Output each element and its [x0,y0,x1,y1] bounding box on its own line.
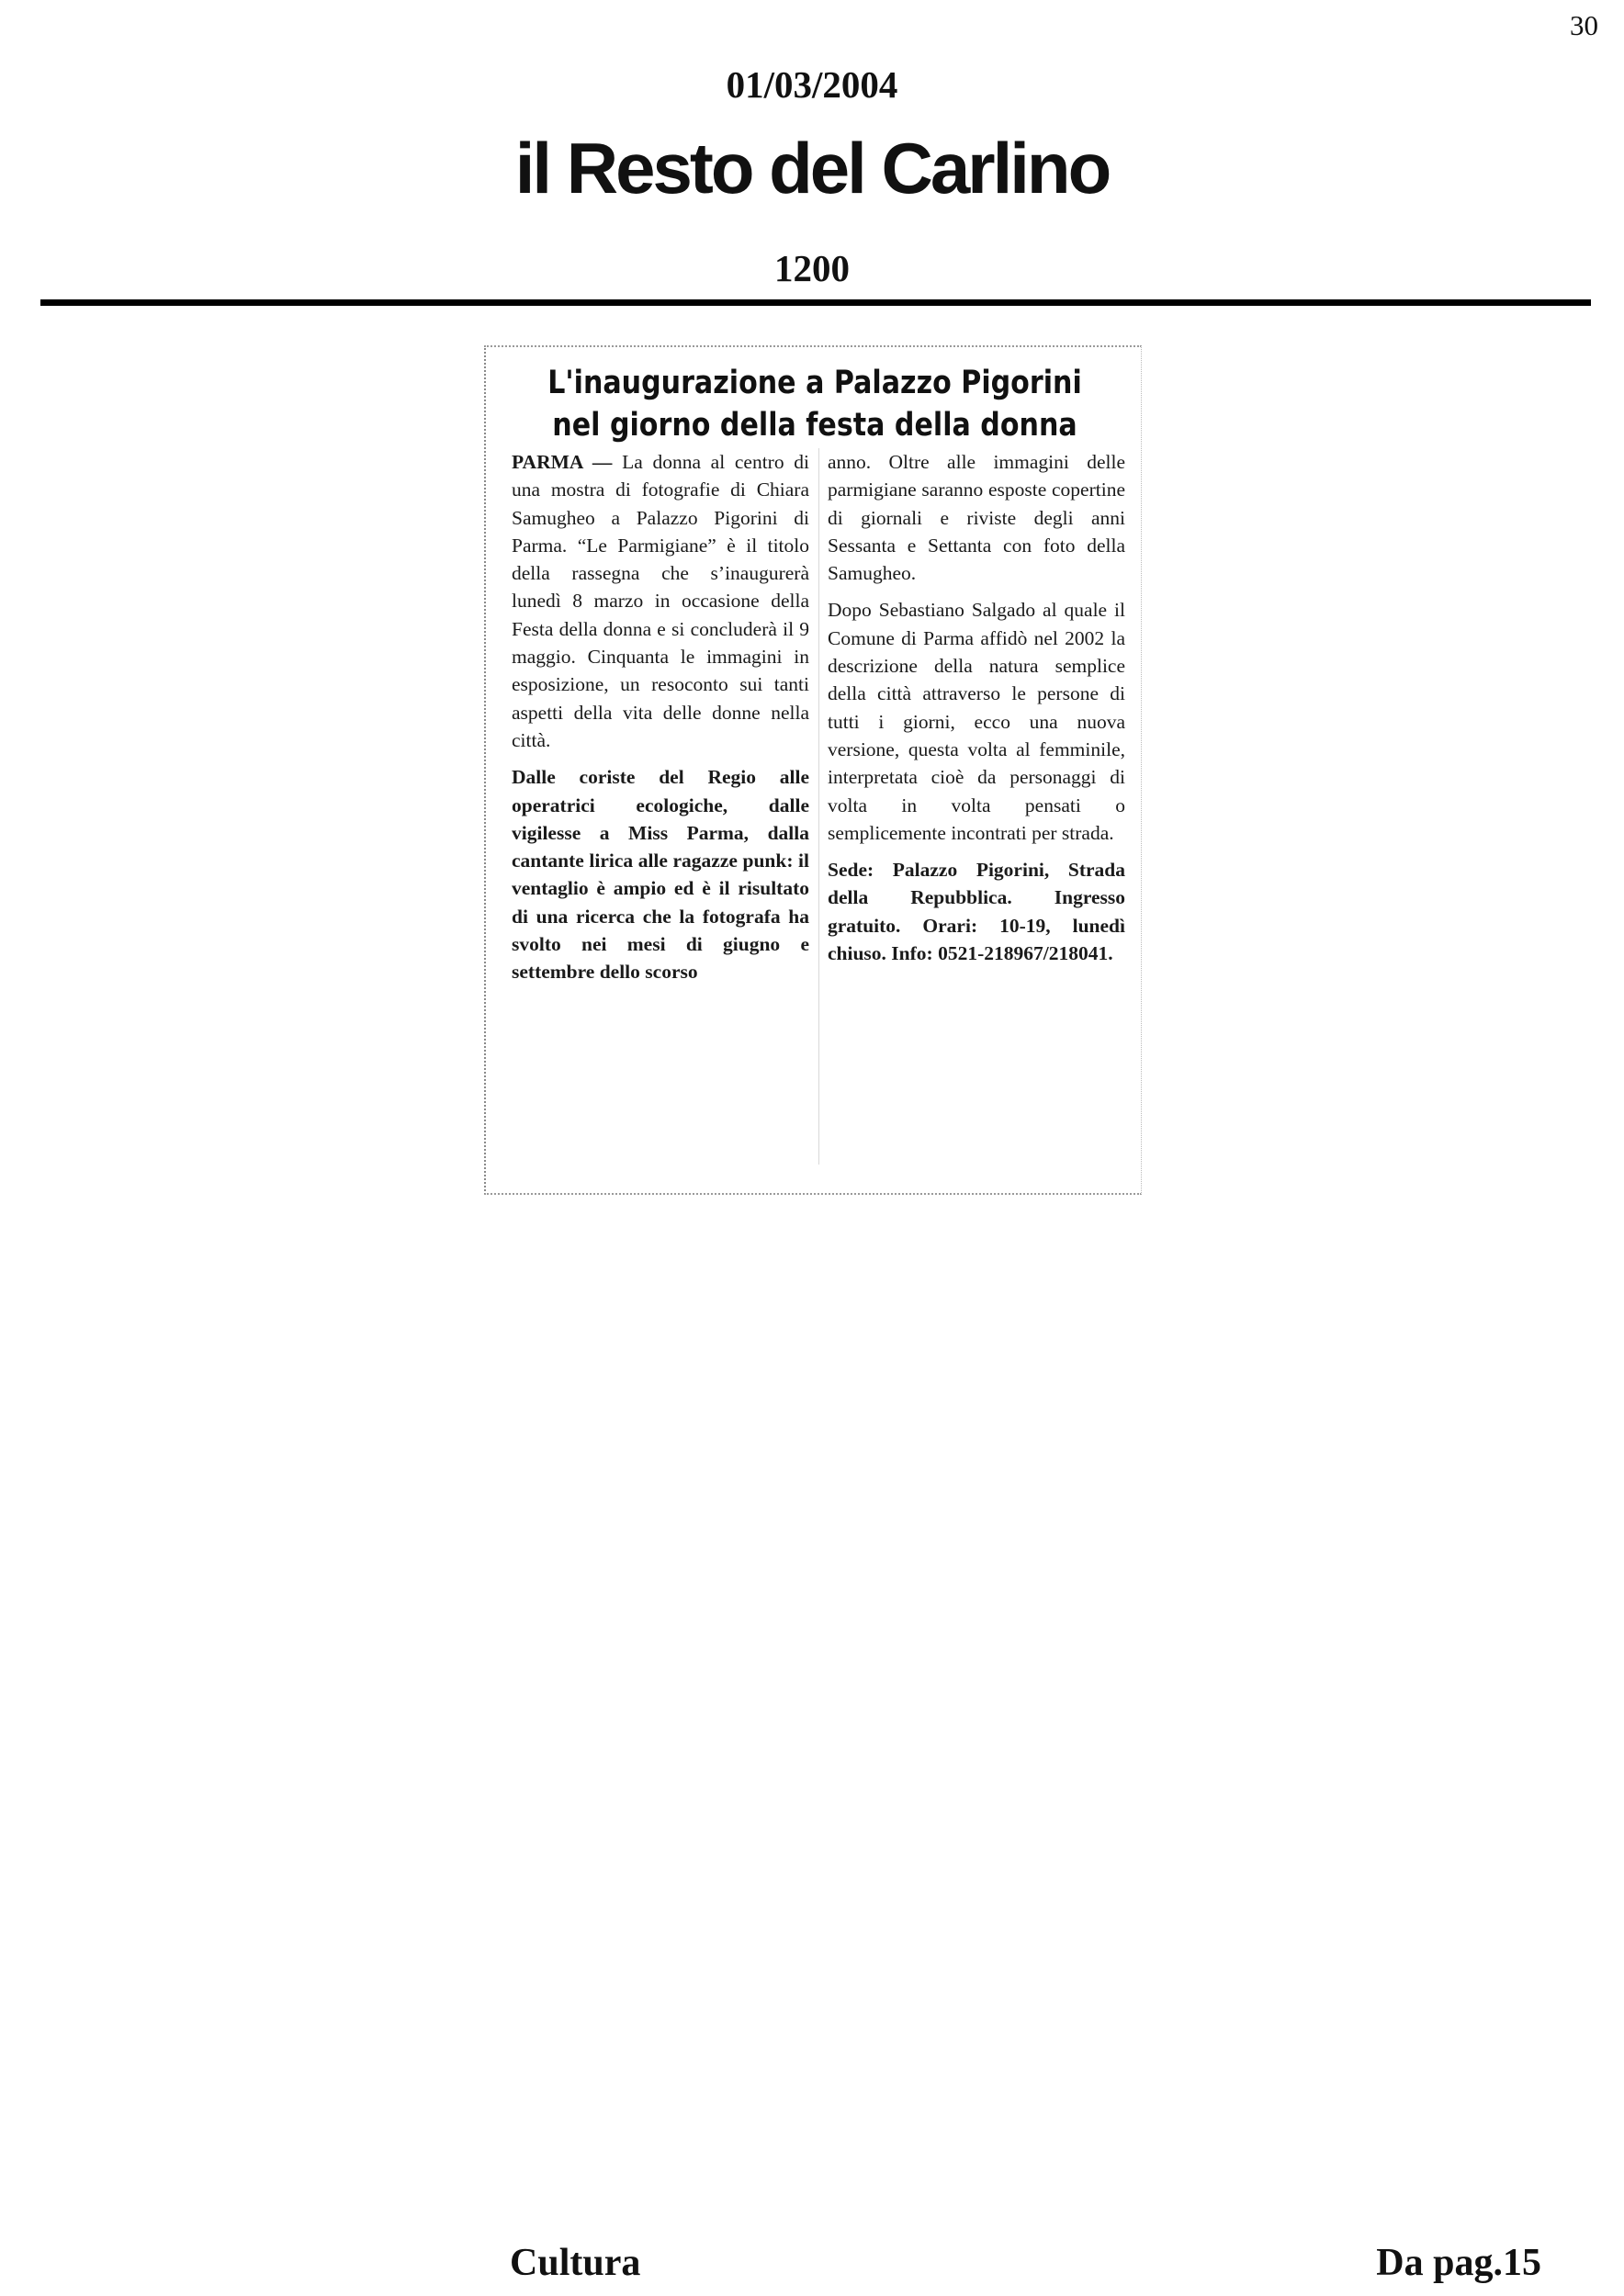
article-headline [532,362,1098,446]
headline-line-2: nel giorno della festa della donna [552,407,1077,444]
publication-date: 01/03/2004 [726,63,898,106]
article-clipping [484,345,1142,1195]
article-paragraph-3: anno. Oltre alle immagini delle parmigiane saranno esposte copertine di giornali e riviste degli anni Sessanta e Settanta con foto della Samugheo. [828,451,1125,585]
footer-section-label: Cultura [510,2242,641,2284]
paragraph-1-body: La donna al centro di una mostra di fotografie di Chiara Samugheo a Palazzo Pigorini di Parma. “Le Parmigiane” è il titolo della rassegna che s’inaugurerà lunedì 8 marzo in occasione della Festa della donna e si concluderà il 9 maggio. Cinquanta le immagini in esposizione, un resoconto sui tanti aspetti della vita delle donne nella città. [512,451,809,751]
footer-source-page: Da pag.15 [1376,2242,1541,2284]
article-paragraph-2: Dalle coriste del Regio alle operatrici ecologiche, dalle vigilesse a Miss Parma, dalla cantante lirica alle ragazze punk: il ventaglio è ampio ed è il risultato di una ricerca che la fotografa ha svolto nei mesi di giugno e settembre dello scorso [512,766,809,984]
article-column-right [828,448,1125,967]
newspaper-masthead: il Resto del Carlino [514,128,1110,208]
article-paragraph-1 [512,448,809,754]
article-column-left [512,448,809,986]
page-number: 30 [1570,9,1598,41]
article-dateline: PARMA — [512,451,613,473]
article-paragraph-4: Dopo Sebastiano Salgado al quale il Comune di Parma affidò nel 2002 la descrizione della natura semplice della città attraverso le persone di tutti i giorni, ecco una nuova versione, questa volta al femminile, interpretata cioè da personaggi di volta in volta pensati o semplicemente incontrati per strada. [828,599,1125,844]
headline-line-1: L'inaugurazione a Palazzo Pigorini [547,365,1082,401]
edition-code: 1200 [774,247,850,289]
column-divider [818,448,819,1165]
header-divider [40,299,1591,306]
article-paragraph-5: Sede: Palazzo Pigorini, Strada della Repubblica. Ingresso gratuito. Orari: 10-19, lunedì chiuso. Info: 0521-218967/218041. [828,859,1125,965]
